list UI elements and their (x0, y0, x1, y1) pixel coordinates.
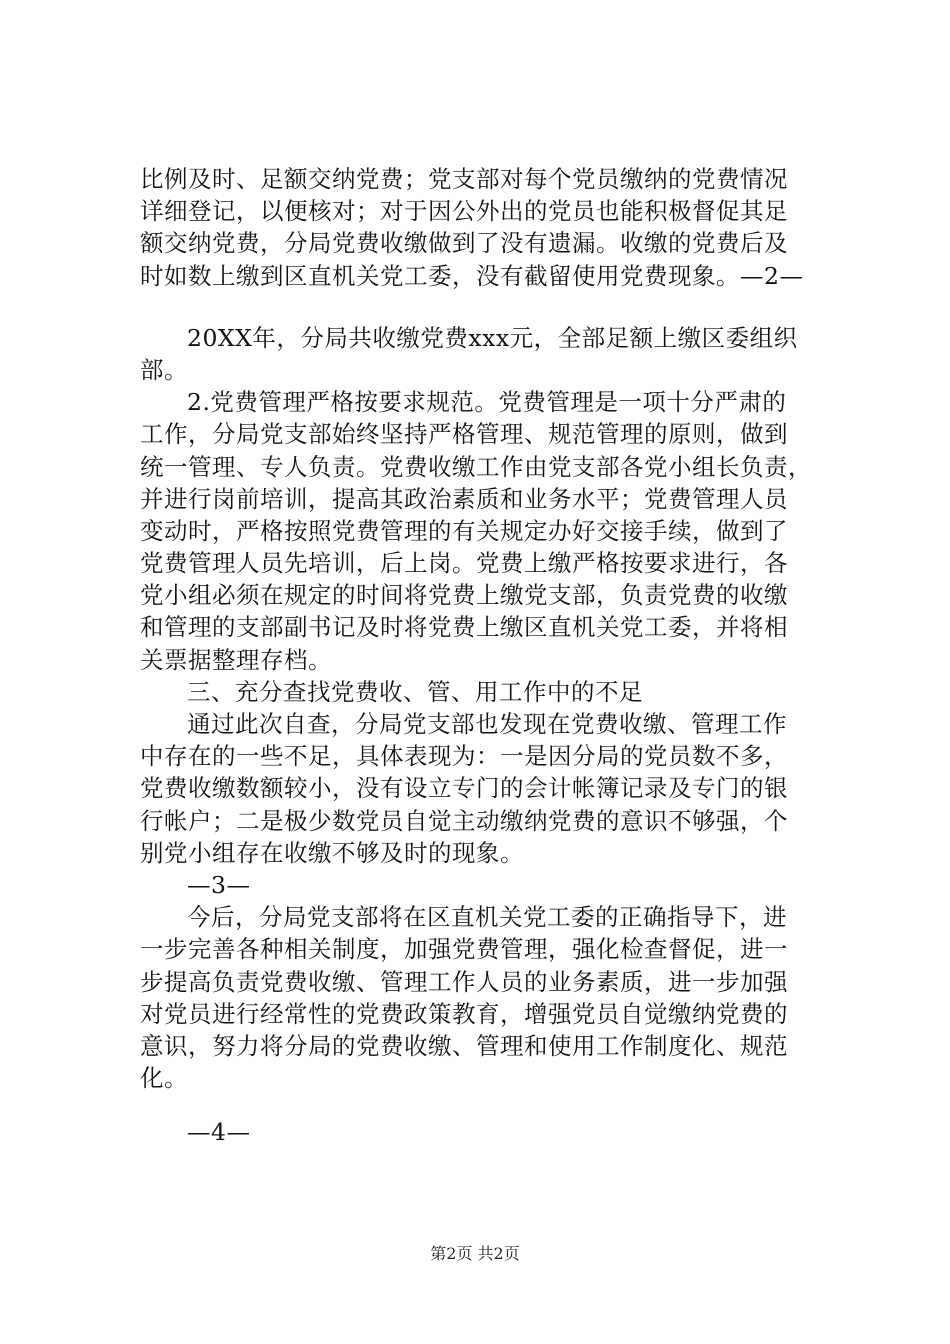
text-line: 额交纳党费，分局党费收缴做到了没有遗漏。收缴的党费后及 (140, 229, 788, 258)
text-line: 并进行岗前培训，提高其政治素质和业务水平；党费管理人员 (140, 484, 788, 513)
page-footer: 第2页 共2页 (430, 1244, 520, 1263)
text-line: 行帐户；二是极少数党员自觉主动缴纳党费的意识不够强，个 (140, 806, 788, 835)
text-line: 变动时，严格按照党费管理的有关规定办好交接手续，做到了 (140, 516, 788, 545)
page-marker: —3— (187, 870, 251, 899)
text-line: 一步完善各种相关制度，加强党费管理，强化检查督促，进一 (140, 935, 788, 964)
text-line: 今后，分局党支部将在区直机关党工委的正确指导下，进 (187, 903, 787, 932)
text-line: 2.党费管理严格按要求规范。党费管理是一项十分严肃的 (187, 388, 787, 417)
text-line: 化。 (140, 1064, 188, 1093)
text-line: 步提高负责党费收缴、管理工作人员的业务素质，进一步加强 (140, 967, 788, 996)
text-line: 对党员进行经常性的党费政策教育，增强党员自觉缴纳党费的 (140, 999, 788, 1028)
text-line: 统一管理、专人负责。党费收缴工作由党支部各党小组长负责， (140, 452, 812, 481)
document-body (140, 163, 840, 1148)
text-line: 详细登记，以便核对；对于因公外出的党员也能积极督促其足 (140, 197, 788, 226)
paragraph-gap (140, 1094, 840, 1116)
page-marker: —4— (187, 1118, 251, 1147)
section-heading: 三、充分查找党费收、管、用工作中的不足 (187, 677, 643, 706)
text-line: 关票据整理存档。 (140, 645, 332, 674)
text-line: 意识，努力将分局的党费收缴、管理和使用工作制度化、规范 (140, 1031, 788, 1060)
text-line: 时如数上缴到区直机关党工委，没有截留使用党费现象。—2— (140, 261, 804, 290)
text-line: 别党小组存在收缴不够及时的现象。 (140, 838, 524, 867)
text-line: 部。 (140, 355, 188, 384)
text-line: 中存在的一些不足，具体表现为：一是因分局的党员数不多， (140, 742, 788, 771)
text-line: 比例及时、足额交纳党费；党支部对每个党员缴纳的党费情况 (140, 165, 788, 193)
text-line: 20XX年，分局共收缴党费xxx元，全部足额上缴区委组织 (187, 323, 798, 352)
text-line: 通过此次自查，分局党支部也发现在党费收缴、管理工作 (187, 710, 787, 738)
text-line: 和管理的支部副书记及时将党费上缴区直机关党工委，并将相 (140, 613, 788, 642)
text-line: 党费收缴数额较小，没有设立专门的会计帐簿记录及专门的银 (140, 774, 788, 803)
paragraph-gap (140, 292, 840, 322)
text-line: 党费管理人员先培训，后上岗。党费上缴严格按要求进行，各 (140, 549, 788, 578)
text-line: 工作，分局党支部始终坚持严格管理、规范管理的原则，做到 (140, 420, 788, 449)
text-line: 党小组必须在规定的时间将党费上缴党支部，负责党费的收缴 (140, 581, 788, 610)
